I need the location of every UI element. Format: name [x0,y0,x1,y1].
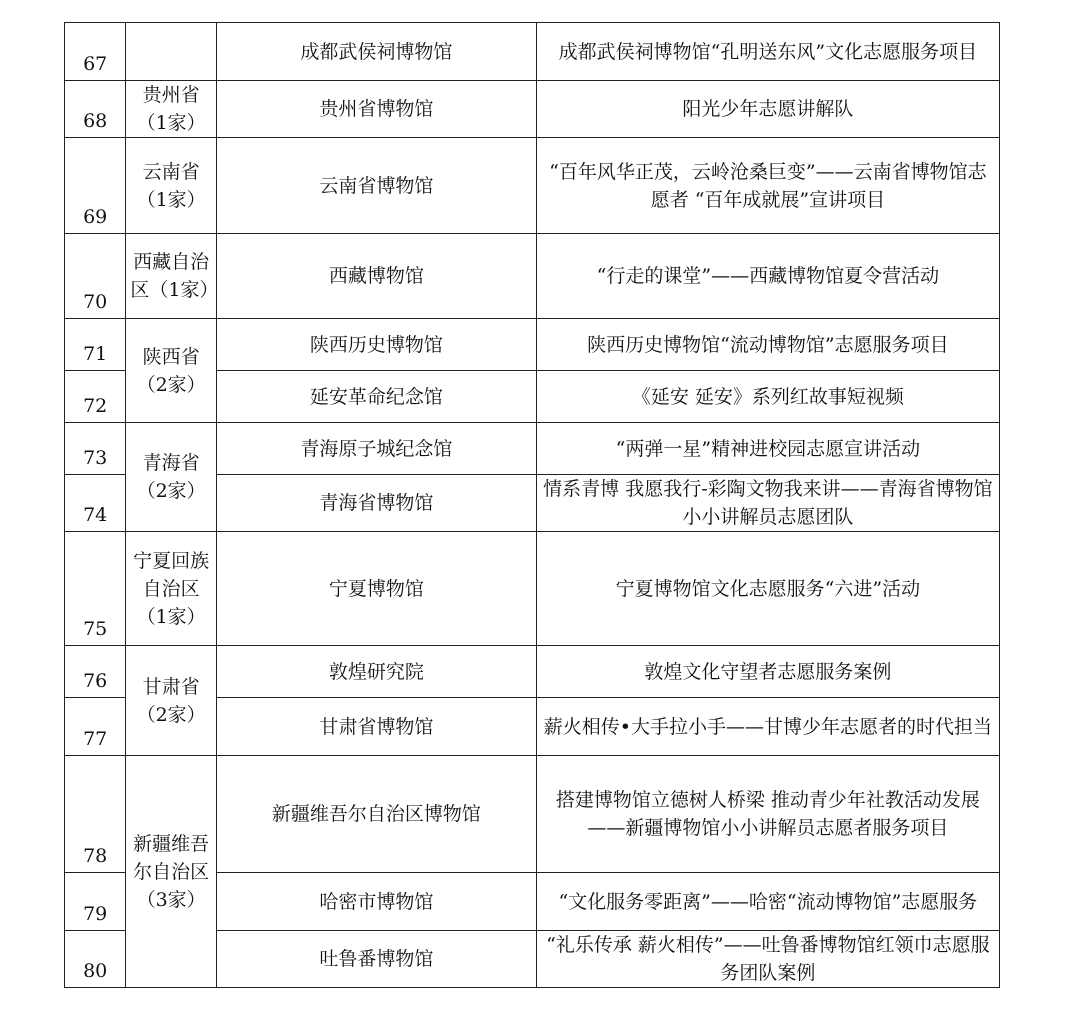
row-number: 71 [65,319,126,371]
project-name: “文化服务零距离”——哈密“流动博物馆”志愿服务 [536,873,999,931]
museum-name: 甘肃省博物馆 [216,698,536,756]
row-number: 72 [65,371,126,423]
row-number: 75 [65,532,126,646]
project-name: “礼乐传承 薪火相传”——吐鲁番博物馆红领巾志愿服务团队案例 [536,931,999,988]
project-name: “百年风华正茂，云岭沧桑巨变”——云南省博物馆志愿者 “百年成就展”宣讲项目 [536,138,999,234]
museum-volunteer-table [64,22,1000,988]
table-row [65,532,1000,646]
province-cell: 云南省（1家） [126,138,216,234]
museum-name: 哈密市博物馆 [216,873,536,931]
row-number: 69 [65,138,126,234]
row-number: 70 [65,234,126,319]
table-row [65,756,1000,873]
row-number: 78 [65,756,126,873]
museum-name: 吐鲁番博物馆 [216,931,536,988]
row-number: 76 [65,646,126,698]
project-name: 敦煌文化守望者志愿服务案例 [536,646,999,698]
row-number: 79 [65,873,126,931]
province-cell: 宁夏回族自治区（1家） [126,532,216,646]
table-row [65,81,1000,138]
province-cell: 西藏自治区（1家） [126,234,216,319]
museum-name: 宁夏博物馆 [216,532,536,646]
museum-name: 青海原子城纪念馆 [216,423,536,475]
project-name: 陕西历史博物馆“流动博物馆”志愿服务项目 [536,319,999,371]
table-row [65,423,1000,475]
project-name: 搭建博物馆立德树人桥梁 推动青少年社教活动发展 ——新疆博物馆小小讲解员志愿者服务项目 [536,756,999,873]
project-name: “两弹一星”精神进校园志愿宣讲活动 [536,423,999,475]
project-name: “行走的课堂”——西藏博物馆夏令营活动 [536,234,999,319]
museum-name: 陕西历史博物馆 [216,319,536,371]
province-cell: 贵州省（1家） [126,81,216,138]
province-cell: 新疆维吾尔自治区（3家） [126,756,216,988]
museum-name: 云南省博物馆 [216,138,536,234]
row-number: 67 [65,23,126,81]
row-number: 73 [65,423,126,475]
table-row [65,234,1000,319]
table-row [65,138,1000,234]
province-cell: 陕西省（2家） [126,319,216,423]
project-name: 宁夏博物馆文化志愿服务“六进”活动 [536,532,999,646]
row-number: 68 [65,81,126,138]
project-name: 薪火相传•大手拉小手——甘博少年志愿者的时代担当 [536,698,999,756]
project-name: 情系青博 我愿我行-彩陶文物我来讲——青海省博物馆小小讲解员志愿团队 [536,475,999,532]
museum-name: 青海省博物馆 [216,475,536,532]
museum-name: 成都武侯祠博物馆 [216,23,536,81]
museum-name: 新疆维吾尔自治区博物馆 [216,756,536,873]
row-number: 77 [65,698,126,756]
project-name: 《延安 延安》系列红故事短视频 [536,371,999,423]
museum-name: 贵州省博物馆 [216,81,536,138]
museum-name: 西藏博物馆 [216,234,536,319]
project-name: 成都武侯祠博物馆“孔明送东风”文化志愿服务项目 [536,23,999,81]
province-cell-empty [126,23,216,81]
table-row [65,319,1000,371]
table-row [65,646,1000,698]
province-cell: 青海省（2家） [126,423,216,532]
table-row [65,23,1000,81]
row-number: 80 [65,931,126,988]
museum-name: 敦煌研究院 [216,646,536,698]
museum-name: 延安革命纪念馆 [216,371,536,423]
project-name: 阳光少年志愿讲解队 [536,81,999,138]
province-cell: 甘肃省（2家） [126,646,216,756]
row-number: 74 [65,475,126,532]
